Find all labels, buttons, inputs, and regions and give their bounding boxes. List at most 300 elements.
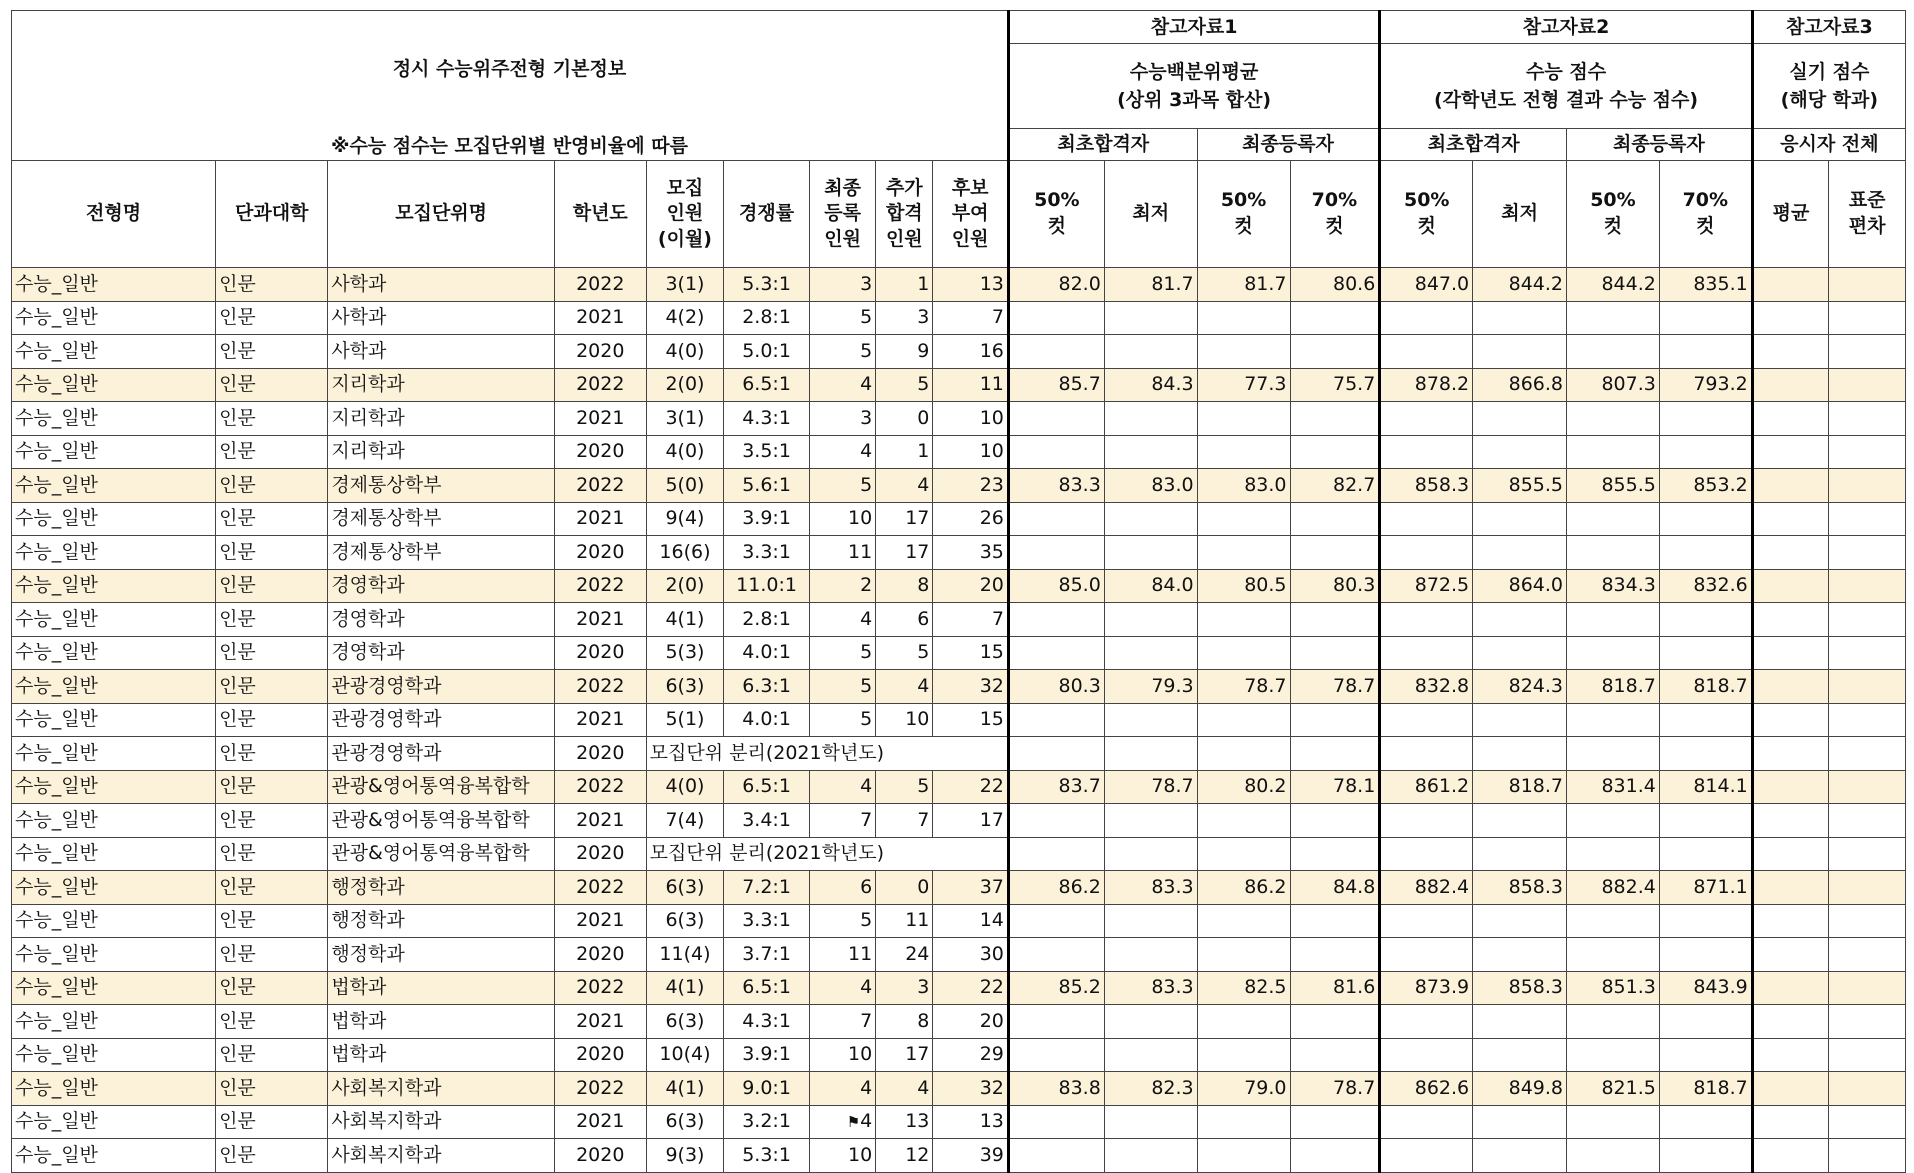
cell-avg bbox=[1752, 670, 1829, 704]
table-row bbox=[12, 469, 1906, 503]
cell-dept: 경영학과 bbox=[328, 569, 555, 603]
cell-s-cut70-final: 814.1 bbox=[1659, 770, 1752, 804]
cell-p-cut70-final bbox=[1290, 536, 1380, 570]
cell-quota: 4(1) bbox=[646, 603, 724, 637]
cell-quota: 4(0) bbox=[646, 335, 724, 369]
cell-p-cut70-final: 84.8 bbox=[1290, 871, 1380, 905]
cell-s-cut50-first bbox=[1380, 938, 1473, 972]
cell-extra: 1 bbox=[876, 435, 933, 469]
cell-extra: 1 bbox=[876, 268, 933, 302]
cell-s-cut70-final: 793.2 bbox=[1659, 368, 1752, 402]
cell-quota: 5(3) bbox=[646, 636, 724, 670]
cell-extra: 11 bbox=[876, 904, 933, 938]
cell-final-reg: 4 bbox=[809, 368, 875, 402]
cell-s-cut50-first bbox=[1380, 1139, 1473, 1173]
table-row bbox=[12, 1005, 1906, 1039]
table-row bbox=[12, 871, 1906, 905]
cell-s-cut50-first bbox=[1380, 703, 1473, 737]
cell-s-min bbox=[1473, 703, 1567, 737]
cell-extra: 5 bbox=[876, 770, 933, 804]
cell-extra: 8 bbox=[876, 1005, 933, 1039]
cell-s-cut50-first bbox=[1380, 335, 1473, 369]
cell-s-cut50-final bbox=[1567, 837, 1660, 871]
cell-college: 인문 bbox=[216, 469, 328, 503]
cell-p-cut70-final bbox=[1290, 737, 1380, 771]
cell-year: 2022 bbox=[554, 268, 646, 302]
cell-dept: 사회복지학과 bbox=[328, 1139, 555, 1173]
cell-sd bbox=[1829, 636, 1906, 670]
cell-s-cut50-first bbox=[1380, 737, 1473, 771]
cell-s-cut50-first bbox=[1380, 1005, 1473, 1039]
cell-p-cut50-first bbox=[1008, 402, 1104, 436]
table-row bbox=[12, 335, 1906, 369]
cell-s-cut70-final bbox=[1659, 435, 1752, 469]
cell-avg bbox=[1752, 1072, 1829, 1106]
cell-p-min bbox=[1104, 435, 1197, 469]
cell-p-cut50-final bbox=[1197, 603, 1290, 637]
col-s-cut50-first: 50% 컷 bbox=[1380, 161, 1473, 268]
cell-year: 2021 bbox=[554, 301, 646, 335]
cell-sd bbox=[1829, 703, 1906, 737]
cell-s-cut50-final bbox=[1567, 1105, 1660, 1139]
cell-p-cut50-first bbox=[1008, 502, 1104, 536]
cell-year: 2021 bbox=[554, 1105, 646, 1139]
cell-p-cut50-final: 82.5 bbox=[1197, 971, 1290, 1005]
cell-ratio: 3.7:1 bbox=[724, 938, 810, 972]
cell-quota: 7(4) bbox=[646, 804, 724, 838]
cell-s-cut50-first: 858.3 bbox=[1380, 469, 1473, 503]
cell-p-cut50-first bbox=[1008, 1005, 1104, 1039]
cell-p-cut50-first: 83.7 bbox=[1008, 770, 1104, 804]
cell-avg bbox=[1752, 536, 1829, 570]
cell-final-reg: 3 bbox=[809, 402, 875, 436]
cell-s-cut70-final bbox=[1659, 837, 1752, 871]
cell-s-cut70-final bbox=[1659, 402, 1752, 436]
cell-s-cut50-final bbox=[1567, 804, 1660, 838]
cell-wait: 22 bbox=[933, 971, 1009, 1005]
cell-final-reg: 7 bbox=[809, 804, 875, 838]
cell-p-cut70-final: 81.6 bbox=[1290, 971, 1380, 1005]
cell-s-cut50-final bbox=[1567, 636, 1660, 670]
cell-year: 2021 bbox=[554, 1005, 646, 1039]
cell-p-cut50-first bbox=[1008, 904, 1104, 938]
cell-s-cut70-final: 835.1 bbox=[1659, 268, 1752, 302]
cell-s-min: 866.8 bbox=[1473, 368, 1567, 402]
cell-p-cut50-final bbox=[1197, 335, 1290, 369]
cell-s-cut70-final bbox=[1659, 737, 1752, 771]
cell-wait: 7 bbox=[933, 301, 1009, 335]
cell-wait: 23 bbox=[933, 469, 1009, 503]
cell-p-cut70-final: 78.7 bbox=[1290, 670, 1380, 704]
cell-wait: 26 bbox=[933, 502, 1009, 536]
cell-s-min: 855.5 bbox=[1473, 469, 1567, 503]
cell-college: 인문 bbox=[216, 603, 328, 637]
cell-type: 수능_일반 bbox=[12, 703, 216, 737]
cell-year: 2022 bbox=[554, 1072, 646, 1106]
cell-year: 2022 bbox=[554, 871, 646, 905]
cell-s-min bbox=[1473, 1005, 1567, 1039]
cell-extra: 4 bbox=[876, 670, 933, 704]
cell-sd bbox=[1829, 603, 1906, 637]
cell-s-min bbox=[1473, 502, 1567, 536]
col-dept: 모집단위명 bbox=[328, 161, 555, 268]
cell-wait: 15 bbox=[933, 703, 1009, 737]
cell-p-cut50-first: 83.8 bbox=[1008, 1072, 1104, 1106]
cell-ratio: 11.0:1 bbox=[724, 569, 810, 603]
cell-s-cut50-final: 844.2 bbox=[1567, 268, 1660, 302]
cell-type: 수능_일반 bbox=[12, 402, 216, 436]
cell-s-cut70-final: 871.1 bbox=[1659, 871, 1752, 905]
cell-quota: 4(0) bbox=[646, 770, 724, 804]
cell-year: 2020 bbox=[554, 1139, 646, 1173]
cell-p-cut50-final: 78.7 bbox=[1197, 670, 1290, 704]
cell-p-cut50-first bbox=[1008, 1139, 1104, 1173]
cell-extra: 5 bbox=[876, 636, 933, 670]
cell-final-reg: 4 bbox=[809, 435, 875, 469]
cell-sd bbox=[1829, 938, 1906, 972]
cell-s-cut50-first bbox=[1380, 804, 1473, 838]
cell-type: 수능_일반 bbox=[12, 1038, 216, 1072]
cell-p-cut50-final bbox=[1197, 837, 1290, 871]
cell-dept: 경영학과 bbox=[328, 603, 555, 637]
cell-p-min: 83.3 bbox=[1104, 971, 1197, 1005]
cell-dept: 법학과 bbox=[328, 971, 555, 1005]
cell-dept: 행정학과 bbox=[328, 904, 555, 938]
cell-wait: 32 bbox=[933, 670, 1009, 704]
table-row bbox=[12, 837, 1906, 871]
cell-sd bbox=[1829, 536, 1906, 570]
cell-s-cut70-final: 832.6 bbox=[1659, 569, 1752, 603]
page-title: 정시 수능위주전형 기본정보 bbox=[12, 11, 1009, 129]
cell-s-cut70-final bbox=[1659, 1139, 1752, 1173]
cell-college: 인문 bbox=[216, 368, 328, 402]
cell-avg bbox=[1752, 335, 1829, 369]
cell-final-reg: 4 bbox=[809, 603, 875, 637]
cell-sd bbox=[1829, 569, 1906, 603]
cell-s-cut50-final: 831.4 bbox=[1567, 770, 1660, 804]
cell-avg bbox=[1752, 636, 1829, 670]
cell-s-cut70-final bbox=[1659, 804, 1752, 838]
cell-p-cut50-first bbox=[1008, 1105, 1104, 1139]
cell-p-cut70-final bbox=[1290, 938, 1380, 972]
col-college: 단과대학 bbox=[216, 161, 328, 268]
cell-s-cut50-final bbox=[1567, 703, 1660, 737]
cell-s-min bbox=[1473, 837, 1567, 871]
cell-sd bbox=[1829, 871, 1906, 905]
cell-s-cut50-final bbox=[1567, 737, 1660, 771]
cell-avg bbox=[1752, 368, 1829, 402]
cell-type: 수능_일반 bbox=[12, 1072, 216, 1106]
cell-sd bbox=[1829, 737, 1906, 771]
cell-ratio: 3.9:1 bbox=[724, 502, 810, 536]
cell-p-cut50-first: 86.2 bbox=[1008, 871, 1104, 905]
cell-quota: 6(3) bbox=[646, 1105, 724, 1139]
cell-type: 수능_일반 bbox=[12, 536, 216, 570]
cell-final-reg: 11 bbox=[809, 536, 875, 570]
cell-p-cut70-final: 75.7 bbox=[1290, 368, 1380, 402]
cell-year: 2020 bbox=[554, 737, 646, 771]
cell-sd bbox=[1829, 301, 1906, 335]
cell-p-cut50-final bbox=[1197, 1038, 1290, 1072]
cell-college: 인문 bbox=[216, 837, 328, 871]
cell-p-cut70-final bbox=[1290, 1005, 1380, 1039]
cell-college: 인문 bbox=[216, 636, 328, 670]
table-row bbox=[12, 268, 1906, 302]
cell-sd bbox=[1829, 837, 1906, 871]
cell-avg bbox=[1752, 938, 1829, 972]
ref2-label: 참고자료2 bbox=[1380, 11, 1752, 44]
cell-s-cut50-first: 832.8 bbox=[1380, 670, 1473, 704]
cell-p-cut50-first bbox=[1008, 1038, 1104, 1072]
cell-year: 2022 bbox=[554, 770, 646, 804]
cell-wait: 22 bbox=[933, 770, 1009, 804]
cell-s-cut70-final bbox=[1659, 1005, 1752, 1039]
cell-wait: 10 bbox=[933, 435, 1009, 469]
ref1-final-reg: 최종등록자 bbox=[1197, 129, 1380, 161]
table-row bbox=[12, 904, 1906, 938]
cell-s-min: 849.8 bbox=[1473, 1072, 1567, 1106]
cell-avg bbox=[1752, 770, 1829, 804]
cell-quota: 4(2) bbox=[646, 301, 724, 335]
cell-final-reg: 3 bbox=[809, 268, 875, 302]
cell-ratio: 4.0:1 bbox=[724, 703, 810, 737]
table-row bbox=[12, 502, 1906, 536]
cell-college: 인문 bbox=[216, 1139, 328, 1173]
cell-wait: 37 bbox=[933, 871, 1009, 905]
cell-p-min: 79.3 bbox=[1104, 670, 1197, 704]
cell-year: 2022 bbox=[554, 368, 646, 402]
cell-avg bbox=[1752, 301, 1829, 335]
cell-p-cut50-final bbox=[1197, 502, 1290, 536]
cell-wait: 11 bbox=[933, 368, 1009, 402]
cell-merged-note: 모집단위 분리(2021학년도) bbox=[646, 737, 1008, 771]
cell-p-cut50-final: 81.7 bbox=[1197, 268, 1290, 302]
cell-p-cut70-final bbox=[1290, 402, 1380, 436]
cell-sd bbox=[1829, 268, 1906, 302]
cell-s-cut50-first bbox=[1380, 636, 1473, 670]
cell-s-cut50-first bbox=[1380, 837, 1473, 871]
cell-type: 수능_일반 bbox=[12, 1005, 216, 1039]
cell-s-cut50-final: 818.7 bbox=[1567, 670, 1660, 704]
cell-p-cut70-final bbox=[1290, 1139, 1380, 1173]
cell-s-min bbox=[1473, 1038, 1567, 1072]
cell-final-reg: 4 bbox=[809, 770, 875, 804]
cell-type: 수능_일반 bbox=[12, 971, 216, 1005]
cell-year: 2020 bbox=[554, 335, 646, 369]
cell-college: 인문 bbox=[216, 502, 328, 536]
cell-avg bbox=[1752, 737, 1829, 771]
cell-s-min bbox=[1473, 301, 1567, 335]
cell-avg bbox=[1752, 904, 1829, 938]
cell-p-cut50-final bbox=[1197, 536, 1290, 570]
cell-ratio: 5.3:1 bbox=[724, 268, 810, 302]
cell-s-cut50-final bbox=[1567, 603, 1660, 637]
cell-s-cut70-final: 843.9 bbox=[1659, 971, 1752, 1005]
cell-final-reg: 5 bbox=[809, 636, 875, 670]
cell-s-min bbox=[1473, 402, 1567, 436]
cell-sd bbox=[1829, 770, 1906, 804]
cell-s-cut70-final: 818.7 bbox=[1659, 1072, 1752, 1106]
cell-extra: 4 bbox=[876, 1072, 933, 1106]
cell-dept: 사학과 bbox=[328, 335, 555, 369]
cell-p-cut50-first: 85.0 bbox=[1008, 569, 1104, 603]
table-row bbox=[12, 536, 1906, 570]
cell-college: 인문 bbox=[216, 770, 328, 804]
table-body bbox=[12, 268, 1906, 1173]
cell-dept: 관광&영어통역융복합학 bbox=[328, 804, 555, 838]
col-s-min: 최저 bbox=[1473, 161, 1567, 268]
cell-p-cut50-final bbox=[1197, 435, 1290, 469]
cell-p-cut70-final bbox=[1290, 636, 1380, 670]
cell-ratio: 7.2:1 bbox=[724, 871, 810, 905]
cell-p-cut50-final: 80.2 bbox=[1197, 770, 1290, 804]
cell-p-cut50-final bbox=[1197, 402, 1290, 436]
table-row bbox=[12, 971, 1906, 1005]
cell-s-cut50-first: 861.2 bbox=[1380, 770, 1473, 804]
cell-p-cut50-first bbox=[1008, 938, 1104, 972]
table-row bbox=[12, 368, 1906, 402]
col-ratio: 경쟁률 bbox=[724, 161, 810, 268]
cell-final-reg: 6 bbox=[809, 871, 875, 905]
ref2-final-reg: 최종등록자 bbox=[1567, 129, 1753, 161]
cell-extra: 5 bbox=[876, 368, 933, 402]
cell-type: 수능_일반 bbox=[12, 368, 216, 402]
cell-ratio: 2.8:1 bbox=[724, 603, 810, 637]
cell-p-cut70-final bbox=[1290, 301, 1380, 335]
cell-dept: 관광경영학과 bbox=[328, 737, 555, 771]
cell-p-min bbox=[1104, 536, 1197, 570]
cell-extra: 4 bbox=[876, 469, 933, 503]
col-p-cut70-final: 70% 컷 bbox=[1290, 161, 1380, 268]
cell-wait: 15 bbox=[933, 636, 1009, 670]
cell-ratio: 6.5:1 bbox=[724, 971, 810, 1005]
cell-type: 수능_일반 bbox=[12, 938, 216, 972]
cell-p-min bbox=[1104, 703, 1197, 737]
cell-avg bbox=[1752, 469, 1829, 503]
cell-avg bbox=[1752, 268, 1829, 302]
cell-dept: 경영학과 bbox=[328, 636, 555, 670]
cell-s-min bbox=[1473, 335, 1567, 369]
cell-p-cut70-final: 82.7 bbox=[1290, 469, 1380, 503]
cell-wait: 20 bbox=[933, 569, 1009, 603]
cell-p-cut50-final: 77.3 bbox=[1197, 368, 1290, 402]
cell-year: 2021 bbox=[554, 603, 646, 637]
cell-merged-note: 모집단위 분리(2021학년도) bbox=[646, 837, 1008, 871]
cell-college: 인문 bbox=[216, 971, 328, 1005]
cell-s-cut50-final: 855.5 bbox=[1567, 469, 1660, 503]
cell-s-cut50-first: 872.5 bbox=[1380, 569, 1473, 603]
cell-ratio: 3.3:1 bbox=[724, 904, 810, 938]
cell-ratio: 4.0:1 bbox=[724, 636, 810, 670]
cell-p-cut70-final bbox=[1290, 837, 1380, 871]
cell-avg bbox=[1752, 837, 1829, 871]
cell-p-min bbox=[1104, 737, 1197, 771]
cell-avg bbox=[1752, 1005, 1829, 1039]
cell-s-cut70-final: 818.7 bbox=[1659, 670, 1752, 704]
cell-p-cut50-first: 80.3 bbox=[1008, 670, 1104, 704]
cell-p-cut50-first bbox=[1008, 301, 1104, 335]
table-row bbox=[12, 737, 1906, 771]
cell-p-cut50-final: 79.0 bbox=[1197, 1072, 1290, 1106]
cell-extra: 12 bbox=[876, 1139, 933, 1173]
cell-s-cut50-final: 821.5 bbox=[1567, 1072, 1660, 1106]
cell-dept: 관광&영어통역융복합학 bbox=[328, 837, 555, 871]
cell-s-cut70-final bbox=[1659, 938, 1752, 972]
cell-sd bbox=[1829, 670, 1906, 704]
cell-quota: 4(0) bbox=[646, 435, 724, 469]
cell-avg bbox=[1752, 603, 1829, 637]
cell-quota: 4(1) bbox=[646, 971, 724, 1005]
cell-s-cut50-first bbox=[1380, 603, 1473, 637]
cell-s-cut70-final bbox=[1659, 603, 1752, 637]
cell-extra: 17 bbox=[876, 536, 933, 570]
cell-year: 2022 bbox=[554, 670, 646, 704]
table-row bbox=[12, 1072, 1906, 1106]
cell-dept: 관광경영학과 bbox=[328, 670, 555, 704]
cell-quota: 6(3) bbox=[646, 1005, 724, 1039]
cell-s-cut50-final bbox=[1567, 335, 1660, 369]
cell-quota: 16(6) bbox=[646, 536, 724, 570]
cell-quota: 2(0) bbox=[646, 569, 724, 603]
cell-p-cut50-final bbox=[1197, 904, 1290, 938]
cell-dept: 관광경영학과 bbox=[328, 703, 555, 737]
cell-type: 수능_일반 bbox=[12, 435, 216, 469]
cell-s-cut70-final bbox=[1659, 904, 1752, 938]
cell-s-min: 858.3 bbox=[1473, 971, 1567, 1005]
cell-p-cut50-first: 82.0 bbox=[1008, 268, 1104, 302]
cell-wait: 17 bbox=[933, 804, 1009, 838]
cell-s-cut50-first bbox=[1380, 1038, 1473, 1072]
cell-s-cut50-final: 807.3 bbox=[1567, 368, 1660, 402]
cell-s-cut50-first: 862.6 bbox=[1380, 1072, 1473, 1106]
col-avg: 평균 bbox=[1752, 161, 1829, 268]
cell-avg bbox=[1752, 871, 1829, 905]
cell-extra: 10 bbox=[876, 703, 933, 737]
cell-ratio: 4.3:1 bbox=[724, 1005, 810, 1039]
cell-sd bbox=[1829, 402, 1906, 436]
cell-final-reg: 5 bbox=[809, 301, 875, 335]
col-quota: 모집 인원 (이월) bbox=[646, 161, 724, 268]
table-row bbox=[12, 603, 1906, 637]
ref3-all: 응시자 전체 bbox=[1752, 129, 1905, 161]
cell-p-cut50-first bbox=[1008, 703, 1104, 737]
cell-s-cut70-final bbox=[1659, 502, 1752, 536]
cell-type: 수능_일반 bbox=[12, 502, 216, 536]
cell-quota: 11(4) bbox=[646, 938, 724, 972]
cell-p-cut50-final bbox=[1197, 938, 1290, 972]
cell-s-cut70-final bbox=[1659, 1105, 1752, 1139]
cell-ratio: 2.8:1 bbox=[724, 301, 810, 335]
cell-quota: 10(4) bbox=[646, 1038, 724, 1072]
admission-table bbox=[11, 10, 1906, 1173]
cell-p-min: 84.3 bbox=[1104, 368, 1197, 402]
cell-final-reg: 2 bbox=[809, 569, 875, 603]
cell-p-cut70-final: 80.6 bbox=[1290, 268, 1380, 302]
cell-dept: 경제통상학부 bbox=[328, 536, 555, 570]
cell-p-cut70-final bbox=[1290, 1105, 1380, 1139]
cell-quota: 3(1) bbox=[646, 268, 724, 302]
cell-dept: 지리학과 bbox=[328, 402, 555, 436]
cell-wait: 13 bbox=[933, 268, 1009, 302]
cell-college: 인문 bbox=[216, 569, 328, 603]
cell-quota: 6(3) bbox=[646, 904, 724, 938]
cell-s-cut70-final bbox=[1659, 703, 1752, 737]
col-p-cut50-final: 50% 컷 bbox=[1197, 161, 1290, 268]
cell-p-cut50-first: 85.7 bbox=[1008, 368, 1104, 402]
cell-p-cut50-first bbox=[1008, 636, 1104, 670]
cell-type: 수능_일반 bbox=[12, 636, 216, 670]
cell-s-cut70-final bbox=[1659, 636, 1752, 670]
